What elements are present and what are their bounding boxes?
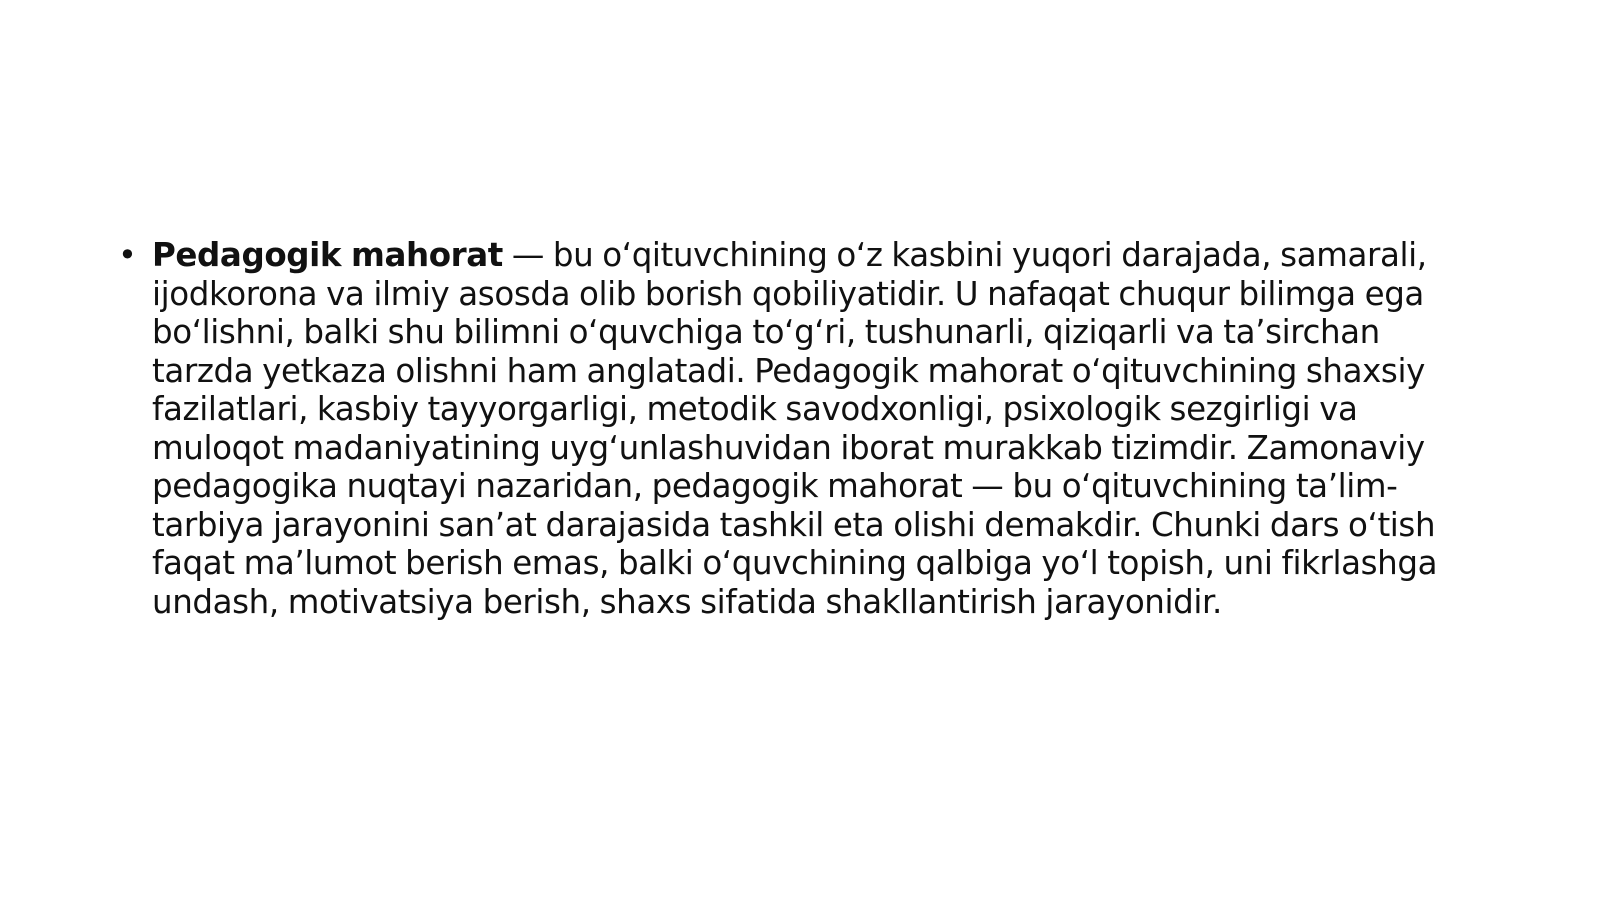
- bullet-paragraph: [152, 236, 1488, 621]
- bullet-body: — bu oʻqituvchining oʻz kasbini yuqori darajada, samarali, ijodkorona va ilmiy asosda olib borish qobiliyatidir. U nafaqat chuqur bilimga ega boʻlishni, balki shu bilimni oʻquvchiga toʻgʻri, tushunarli, qiziqarli va taʼsirchan tarzda yetkaza olishni ham anglatadi. Pedagogik mahorat oʻqituvchining shaxsiy fazilatlari, kasbiy tayyorgarligi, metodik savodxonligi, psixologik sezgirligi va muloqot madaniyatining uygʻunlashuvidan iborat murakkab tizimdir. Zamonaviy pedagogika nuqtayi nazaridan, pedagogik mahorat — bu oʻqituvchining taʼlim-tarbiya jarayonini sanʼat darajasida tashkil eta olishi demakdir. Chunki dars oʻtish faqat maʼlumot berish emas, balki oʻquvchining qalbiga yoʻl topish, uni fikrlashga undash, motivatsiya berish, shaxs sifatida shakllantirish jarayonidir.: [152, 236, 1438, 621]
- bullet-item: [118, 236, 1488, 621]
- bullet-icon: •: [118, 236, 137, 274]
- bullet-term: Pedagogik mahorat: [152, 236, 503, 274]
- slide-content: [118, 236, 1488, 621]
